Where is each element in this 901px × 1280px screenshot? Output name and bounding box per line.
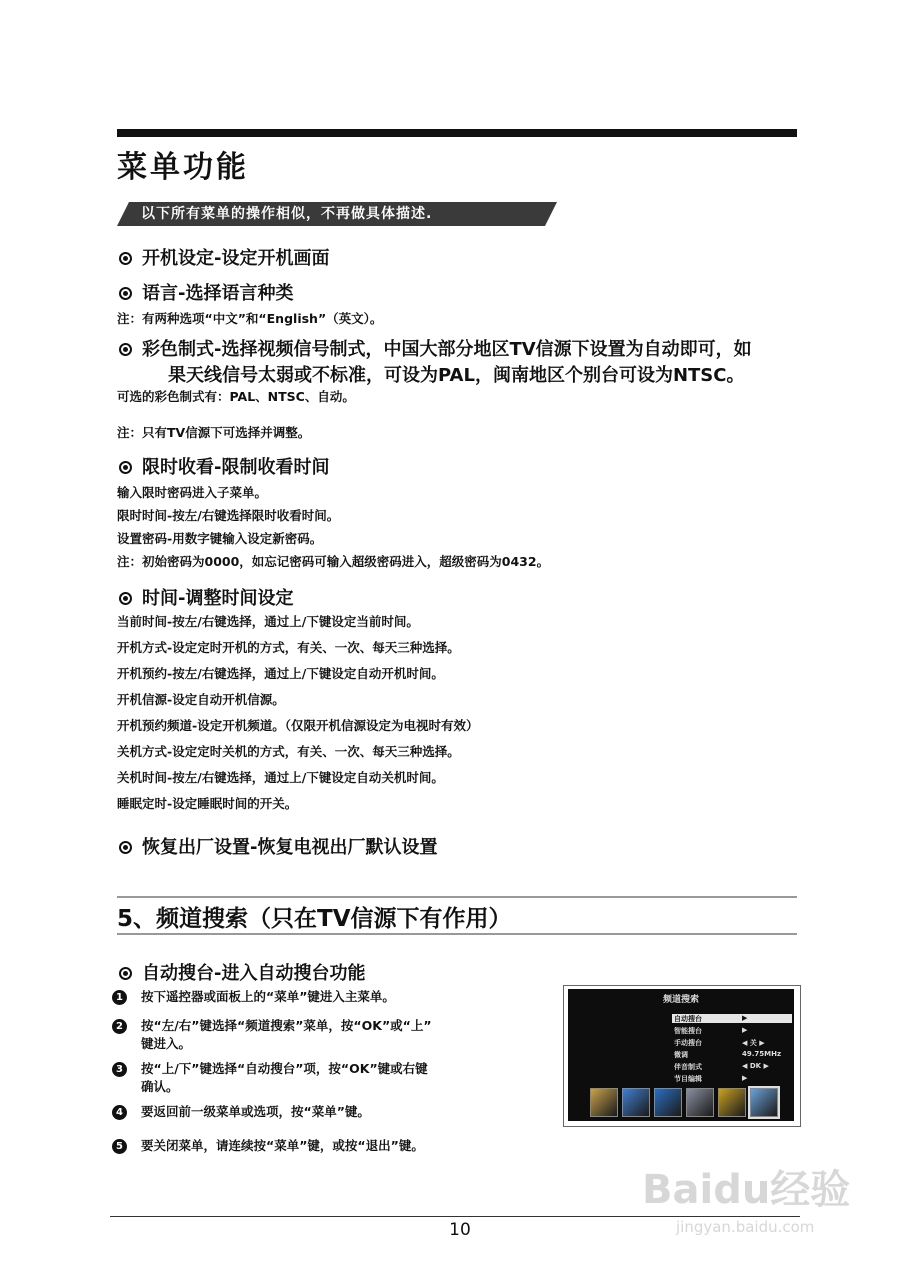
step-number: 5 (112, 1139, 127, 1154)
heading-color-line2: 果天线信号太弱或不标准，可设为PAL，闽南地区个别台可设为NTSC。 (168, 365, 745, 386)
step-item (112, 1060, 522, 1096)
step-item (112, 988, 522, 1006)
subtitle-text: 以下所有菜单的操作相似，不再做具体描述. (141, 206, 433, 222)
tv-menu-row-value: ◀ DK ▶ (742, 1062, 769, 1070)
heading-language (119, 279, 293, 305)
tv-menu-row-selected (672, 1014, 792, 1023)
color-note: 注：只有TV信源下可选择并调整。 (117, 425, 311, 440)
step-text: 要关闭菜单，请连续按“菜单”键，或按“退出”键。 (141, 1138, 424, 1153)
time-line: 开机方式-设定定时开机的方式，有关、一次、每天三种选择。 (117, 640, 460, 655)
bullet-icon (119, 967, 132, 980)
time-line: 关机方式-设定定时关机的方式，有关、一次、每天三种选择。 (117, 744, 460, 759)
bullet-icon (119, 841, 132, 854)
tv-menu-row (672, 1050, 792, 1059)
page-title: 菜单功能 (117, 150, 249, 185)
heading-startup (119, 244, 329, 270)
step-text: 按“上/下”键选择“自动搜台”项，按“OK”键或右键 (141, 1061, 428, 1076)
menu-lock-icon (718, 1088, 746, 1117)
menu-sound-icon (622, 1088, 650, 1117)
tv-menu-row-label: 节目编辑 (674, 1075, 702, 1083)
step-number: 1 (112, 990, 127, 1005)
step-text-cont: 确认。 (141, 1079, 179, 1094)
tv-menu-row (672, 1062, 792, 1071)
heading-timelimit (119, 453, 329, 479)
menu-picture-icon (590, 1088, 618, 1117)
page-number: 10 (449, 1220, 471, 1240)
tv-menu-row-value: ◀ 关 ▶ (742, 1039, 765, 1047)
section5-title: 5、频道搜索（只在TV信源下有作用） (117, 906, 512, 932)
bullet-icon (119, 287, 132, 300)
tv-menu-row-label: 手动搜台 (674, 1039, 702, 1047)
tv-menu-row-label: 自动搜台 (674, 1015, 702, 1023)
time-line: 睡眠定时-设定睡眠时间的开关。 (117, 796, 298, 811)
menu-tv-icon (654, 1088, 682, 1117)
step-text: 按下遥控器或面板上的“菜单”键进入主菜单。 (141, 989, 395, 1004)
heading-reset (119, 833, 437, 859)
timelimit-line: 注：初始密码为0000，如忘记密码可输入超级密码进入，超级密码为0432。 (117, 554, 550, 569)
footer-rule (110, 1216, 800, 1217)
tv-menu-row-label: 微调 (674, 1051, 688, 1059)
heading-autosearch (119, 959, 365, 985)
tv-menu-row (672, 1074, 792, 1083)
bullet-icon (119, 592, 132, 605)
step-number: 2 (112, 1019, 127, 1034)
bullet-icon (119, 343, 132, 356)
tv-menu-row (672, 1026, 792, 1035)
language-note: 注：有两种选项“中文”和“English”（英文）。 (117, 311, 383, 326)
step-text: 按“左/右”键选择“频道搜索”菜单，按“OK”或“上” (141, 1018, 432, 1033)
step-item (112, 1017, 522, 1053)
heading-color-text: 彩色制式-选择视频信号制式，中国大部分地区TV信源下设置为自动即可，如 (142, 339, 752, 360)
section5-rule-top (117, 896, 797, 898)
heading-timelimit-text: 限时收看-限制收看时间 (142, 457, 330, 478)
heading-autosearch-text: 自动搜台-进入自动搜台功能 (142, 963, 366, 984)
section5-rule-bottom (117, 933, 797, 935)
tv-menu-row-value: ▶ (742, 1074, 748, 1082)
tv-menu-title: 频道搜索 (662, 995, 699, 1005)
timelimit-line: 设置密码-用数字键输入设定新密码。 (117, 531, 323, 546)
tv-menu-row-label: 伴音制式 (674, 1063, 702, 1071)
time-line: 关机时间-按左/右键选择，通过上/下键设定自动关机时间。 (117, 770, 444, 785)
baidu-watermark-logo: Baidu经验 (642, 1167, 851, 1213)
heading-reset-text: 恢复出厂设置-恢复电视出厂默认设置 (142, 837, 438, 858)
heading-startup-text: 开机设定-设定开机画面 (142, 248, 330, 269)
heading-time-text: 时间-调整时间设定 (142, 588, 294, 609)
timelimit-line: 输入限时密码进入子菜单。 (117, 485, 268, 500)
step-number: 3 (112, 1062, 127, 1077)
bullet-icon (119, 461, 132, 474)
step-item (112, 1137, 522, 1155)
time-line: 开机预约-按左/右键选择，通过上/下键设定自动开机时间。 (117, 666, 444, 681)
tv-menu-row-value: ▶ (742, 1014, 748, 1022)
menu-search-icon (750, 1088, 778, 1117)
header-rule (117, 129, 797, 137)
timelimit-line: 限时时间-按左/右键选择限时收看时间。 (117, 508, 340, 523)
step-item (112, 1103, 522, 1121)
time-line: 当前时间-按左/右键选择，通过上/下键设定当前时间。 (117, 614, 419, 629)
step-text: 要返回前一级菜单或选项，按“菜单”键。 (141, 1104, 370, 1119)
tv-menu-row-value: 49.75MHz (742, 1050, 782, 1058)
time-line: 开机信源-设定自动开机信源。 (117, 692, 285, 707)
baidu-watermark-url: jingyan.baidu.com (676, 1218, 815, 1236)
heading-time (119, 584, 293, 610)
tv-menu-row-value: ▶ (742, 1026, 748, 1034)
step-text-cont: 键进入。 (141, 1036, 192, 1051)
color-options: 可选的彩色制式有：PAL、NTSC、自动。 (117, 389, 355, 404)
bullet-icon (119, 252, 132, 265)
tv-menu-row-label: 智能搜台 (674, 1027, 702, 1035)
time-line: 开机预约频道-设定开机频道。（仅限开机信源设定为电视时有效） (117, 718, 479, 733)
step-number: 4 (112, 1105, 127, 1120)
tv-menu-row (672, 1038, 792, 1047)
heading-color (119, 335, 752, 361)
menu-settings-icon (686, 1088, 714, 1117)
heading-language-text: 语言-选择语言种类 (142, 283, 294, 304)
